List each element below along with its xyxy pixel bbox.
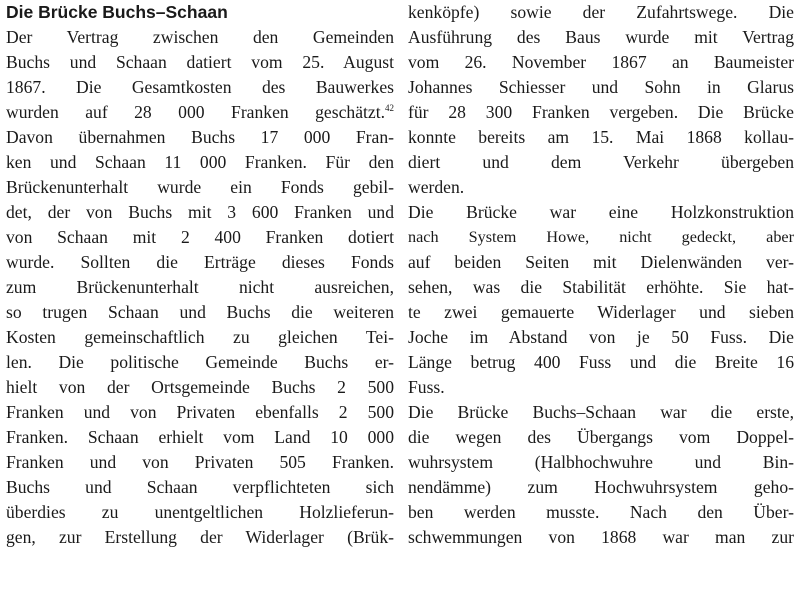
text-line: Der Vertrag zwischen den Gemeinden xyxy=(6,27,394,47)
text-line: gen, zur Erstellung der Widerlager (Brük- xyxy=(6,527,394,547)
text-line: Buchs und Schaan datiert vom 25. August xyxy=(6,52,394,72)
text-line: vom 26. November 1867 an Baumeister xyxy=(408,52,794,72)
paragraph-end-line: Fuss. xyxy=(408,377,445,397)
text-line: Buchs und Schaan verpflichteten sich xyxy=(6,477,394,497)
text-line: diert und dem Verkehr übergeben xyxy=(408,152,794,172)
text-line: Franken und von Privaten ebenfalls 2 500 xyxy=(6,402,394,422)
text-line: überdies zu unentgeltlichen Holzlieferun- xyxy=(6,502,394,522)
text-line: wuhrsystem (Halbhochwuhre und Bin- xyxy=(408,452,794,472)
section-heading: Die Brücke Buchs–Schaan xyxy=(6,2,228,22)
text-line: Davon übernahmen Buchs 17 000 Fran- xyxy=(6,127,394,147)
text-line: für 28 300 Franken vergeben. Die Brücke xyxy=(408,102,794,122)
text-line: wurde. Sollten die Erträge dieses Fonds xyxy=(6,252,394,272)
text-line: Länge betrug 400 Fuss und die Breite 16 xyxy=(408,352,794,372)
text-line: so trugen Schaan und Buchs die weiteren xyxy=(6,302,394,322)
text-line: zum Brückenunterhalt nicht ausreichen, xyxy=(6,277,394,297)
text-line: Kosten gemeinschaftlich zu gleichen Tei- xyxy=(6,327,394,347)
text-line: Franken und von Privaten 505 Franken. xyxy=(6,452,394,472)
left-column xyxy=(6,0,394,550)
text-line: sehen, was die Stabilität erhöhte. Sie hat- xyxy=(408,277,794,297)
text-line: kenköpfe) sowie der Zufahrtswege. Die xyxy=(408,2,794,22)
text-line: die wegen des Übergangs vom Doppel- xyxy=(408,427,794,447)
text-line xyxy=(6,100,394,125)
text-line: len. Die politische Gemeinde Buchs er- xyxy=(6,352,394,372)
text-line: ben werden musste. Nach den Über- xyxy=(408,502,794,522)
text-line: auf beiden Seiten mit Dielenwänden ver- xyxy=(408,252,794,272)
text-line-content: wurden auf 28 000 Franken geschätzt. xyxy=(6,102,385,122)
text-line: von Schaan mit 2 400 Franken dotiert xyxy=(6,227,394,247)
text-line: det, der von Buchs mit 3 600 Franken und xyxy=(6,202,394,222)
paragraph-end-line: werden. xyxy=(408,177,465,197)
text-line: hielt von der Ortsgemeinde Buchs 2 500 xyxy=(6,377,394,397)
text-line: ken und Schaan 11 000 Franken. Für den xyxy=(6,152,394,172)
text-line: schwemmungen von 1868 war man zur xyxy=(408,527,794,547)
text-line: Johannes Schiesser und Sohn in Glarus xyxy=(408,77,794,97)
text-line: Die Brücke Buchs–Schaan war die erste, xyxy=(408,402,794,422)
text-line: 1867. Die Gesamtkosten des Bauwerkes xyxy=(6,77,394,97)
right-column xyxy=(408,0,794,550)
text-line: konnte bereits am 15. Mai 1868 kollau- xyxy=(408,127,794,147)
text-line: nendämme) zum Hochwuhrsystem geho- xyxy=(408,477,794,497)
text-line: Die Brücke war eine Holzkonstruktion xyxy=(408,202,794,222)
text-line: Ausführung des Baus wurde mit Vertrag xyxy=(408,27,794,47)
text-line: nach System Howe, nicht gedeckt, aber xyxy=(408,228,794,246)
footnote-reference: 42 xyxy=(385,103,394,113)
text-line: Franken. Schaan erhielt vom Land 10 000 xyxy=(6,427,394,447)
text-line: Joche im Abstand von je 50 Fuss. Die xyxy=(408,327,794,347)
text-line: te zwei gemauerte Widerlager und sieben xyxy=(408,302,794,322)
text-line: Brückenunterhalt wurde ein Fonds gebil- xyxy=(6,177,394,197)
